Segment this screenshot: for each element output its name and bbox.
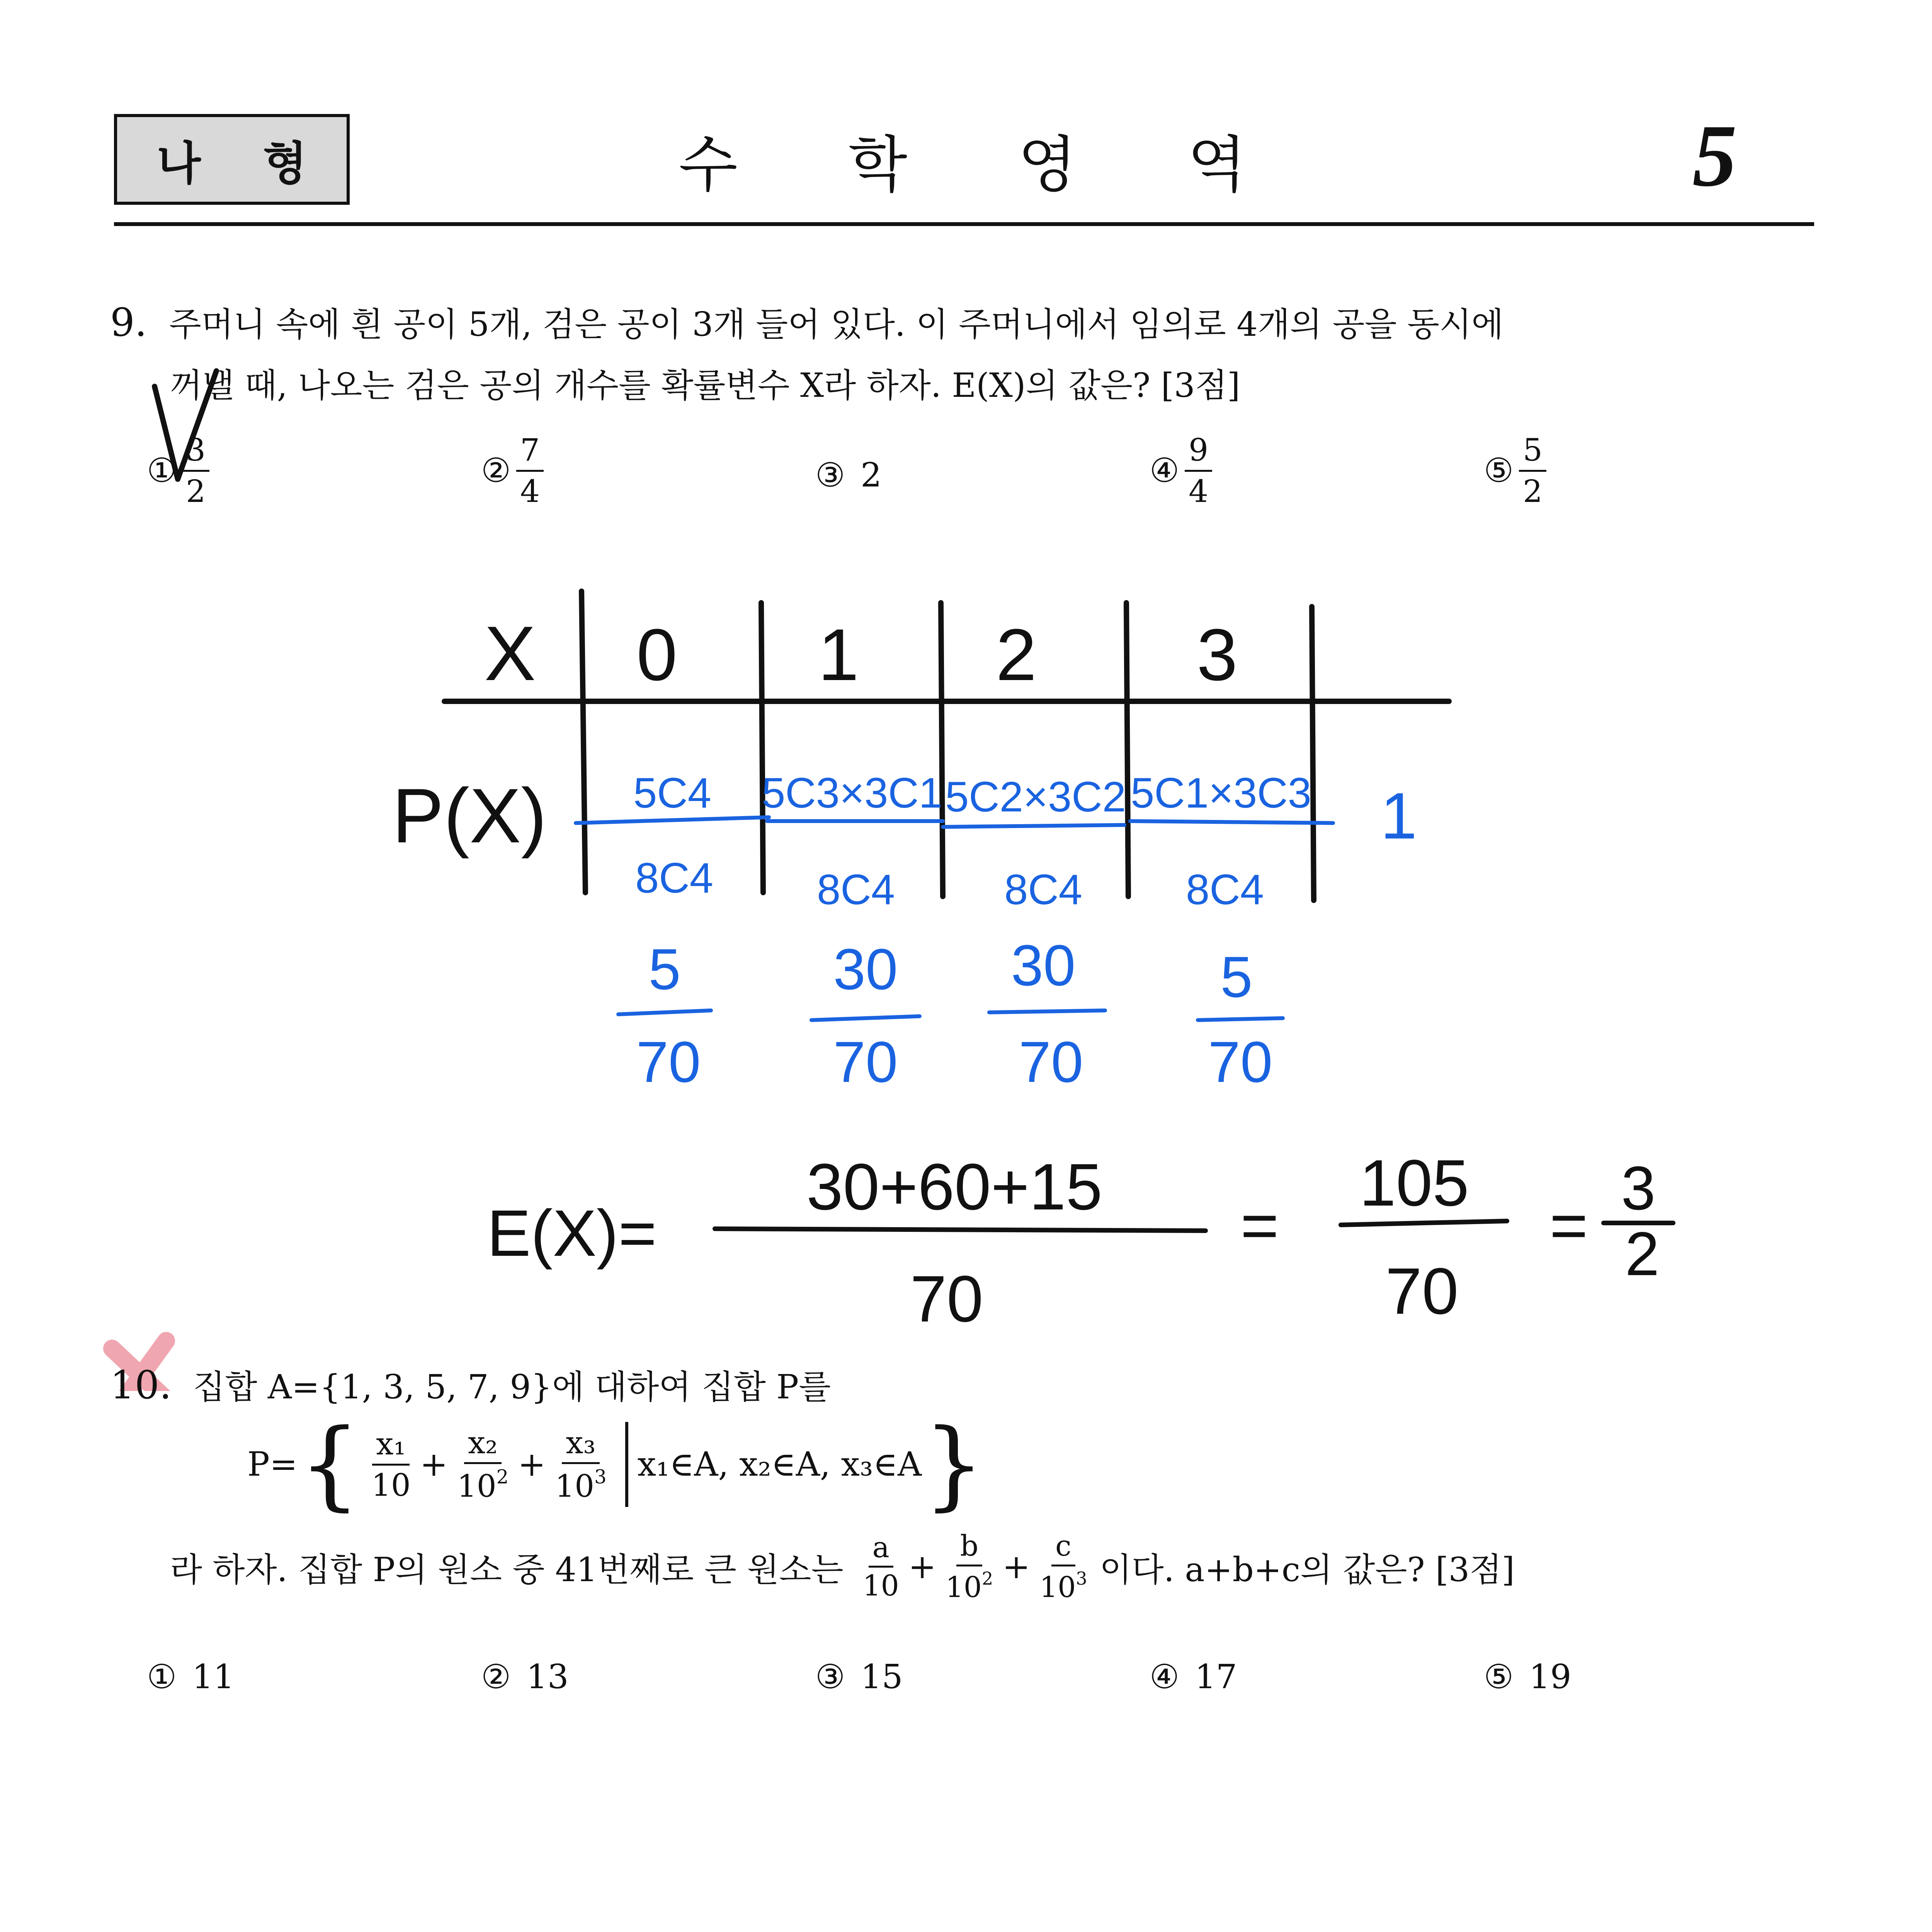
reduced-denominator: 70 <box>1208 1029 1273 1094</box>
subject-title: 수 학 영 역 <box>679 129 1292 201</box>
fraction-denominator: 4 <box>520 473 540 509</box>
set-condition: x₁∈A, x₂∈A, x₃∈A <box>637 1445 922 1484</box>
answer-term-a <box>859 1532 903 1602</box>
q10-text-line3-post: 이다. a+b+c의 값은? [3점] <box>1099 1550 1515 1589</box>
reduced-numerator: 30 <box>1011 933 1076 998</box>
fraction-numerator: 9 <box>1185 433 1212 472</box>
table-vline <box>941 603 943 896</box>
table-vline <box>1312 607 1314 900</box>
option-value: 2 <box>861 456 882 495</box>
expectation-num3: 3 <box>1621 1153 1656 1223</box>
q10-option-4[interactable] <box>1150 1658 1237 1696</box>
term-exponent: 2 <box>496 1466 509 1488</box>
reduced-numerator: 5 <box>1220 944 1253 1009</box>
plus-sign: + <box>1002 1547 1031 1586</box>
expectation-num1: 30+60+15 <box>806 1150 1102 1224</box>
q10-set-definition <box>247 1408 985 1520</box>
answer-term-c <box>1036 1530 1091 1604</box>
fraction-denominator: 4 <box>1189 473 1209 509</box>
term-numerator: x₂ <box>464 1425 502 1464</box>
table-vline <box>582 591 585 893</box>
option-mark: ① <box>147 451 177 490</box>
check-mark-icon <box>155 371 216 479</box>
right-brace-icon: } <box>923 1408 985 1520</box>
term-exponent: 2 <box>981 1568 993 1589</box>
term-exponent: 3 <box>1076 1568 1087 1589</box>
fraction-numerator: 7 <box>516 433 544 472</box>
term-numerator: a <box>869 1532 893 1568</box>
fraction-denominator: 2 <box>1523 473 1543 509</box>
q10-text-line1: 집합 A={1, 3, 5, 7, 9}에 대하여 집합 P를 <box>193 1368 831 1406</box>
table-x-value: 3 <box>1197 614 1238 696</box>
p-denominator: 8C4 <box>1186 866 1264 913</box>
table-x-value: 1 <box>818 614 859 696</box>
p-numerator: 5C3×3C1 <box>762 769 942 817</box>
option-mark: ① <box>147 1658 177 1696</box>
p-numerator: 5C2×3C2 <box>945 773 1126 821</box>
plus-sign: + <box>908 1547 936 1586</box>
p-numerator: 5C1×3C3 <box>1131 769 1311 817</box>
term-denominator: $10^3$ <box>555 1466 607 1504</box>
q10-option-1[interactable] <box>147 1658 235 1696</box>
table-x-value: 2 <box>996 614 1037 696</box>
expectation-eq2: = <box>1549 1189 1588 1262</box>
expectation-den1: 70 <box>910 1262 983 1336</box>
set-divider <box>625 1422 628 1507</box>
term-numerator: x₃ <box>562 1425 599 1464</box>
fraction-denominator: 2 <box>186 473 206 509</box>
q10-line1 <box>110 1362 831 1408</box>
term-denominator: $10^3$ <box>1039 1568 1087 1604</box>
table-x-value: 0 <box>636 614 677 696</box>
p-denominator: 8C4 <box>817 866 895 913</box>
option-mark: ④ <box>1150 1658 1180 1696</box>
term-exponent: 3 <box>594 1466 607 1488</box>
reduced-denominator: 70 <box>636 1029 701 1094</box>
p-denominator: 8C4 <box>1004 866 1082 913</box>
expectation-lhs: E(X)= <box>487 1197 657 1270</box>
plus-sign: + <box>518 1445 546 1484</box>
p-numerator: 5C4 <box>633 769 711 817</box>
reduced-denominator: 70 <box>1019 1029 1083 1094</box>
reduced-denominator: 70 <box>833 1029 898 1094</box>
reduced-numerator: 30 <box>833 937 898 1002</box>
option-mark: ② <box>481 451 511 490</box>
reduced-fraction-bars <box>618 1010 1283 1020</box>
option-mark: ② <box>481 1658 511 1696</box>
option-value: 11 <box>192 1658 235 1696</box>
q10-option-2[interactable] <box>481 1658 569 1696</box>
option-mark: ⑤ <box>1484 451 1514 490</box>
set-lhs: P= <box>247 1445 298 1484</box>
option-value: 15 <box>861 1658 903 1696</box>
q10-option-5[interactable] <box>1484 1658 1571 1696</box>
plus-sign: + <box>420 1445 448 1484</box>
set-term <box>453 1425 512 1504</box>
option-value: 19 <box>1529 1658 1571 1696</box>
answer-term-b <box>942 1530 997 1604</box>
p-denominator: 8C4 <box>635 854 713 902</box>
q9-text-line2: 꺼낼 때, 나오는 검은 공의 개수를 확률변수 X라 하자. E(X)의 값은? [3점] <box>170 366 1240 405</box>
q9-text-line1: 주머니 속에 흰 공이 5개, 검은 공이 3개 들어 있다. 이 주머니에서 임의로 4개의 공을 동시에 <box>169 305 1504 344</box>
left-brace-icon: { <box>299 1408 361 1520</box>
option-value: 17 <box>1195 1658 1237 1696</box>
option-mark: ③ <box>815 456 845 495</box>
expectation-den3: 2 <box>1625 1219 1660 1288</box>
option-mark: ④ <box>1150 451 1180 490</box>
q10-line3 <box>170 1530 1515 1604</box>
option-value: 13 <box>526 1658 569 1696</box>
table-vline <box>1126 603 1128 896</box>
term-numerator: b <box>956 1530 982 1566</box>
expectation-num2: 105 <box>1359 1146 1469 1220</box>
q10-option-3[interactable] <box>815 1658 903 1696</box>
table-p-label: P(X) <box>392 773 547 859</box>
reduced-numerator: 5 <box>648 937 681 1002</box>
table-vline <box>761 603 763 893</box>
term-denominator: $10^2$ <box>457 1466 509 1504</box>
set-term <box>551 1425 610 1504</box>
table-x-label: X <box>484 611 536 697</box>
expectation-den2: 70 <box>1385 1255 1459 1328</box>
option-mark: ③ <box>815 1658 845 1696</box>
term-numerator: c <box>1051 1530 1075 1566</box>
term-denominator: $10^2$ <box>945 1568 993 1604</box>
q9-number: 9. <box>110 300 147 345</box>
p-total: 1 <box>1380 779 1417 853</box>
table-grid <box>444 591 1449 900</box>
term-numerator: x₁ <box>372 1427 410 1466</box>
q10-text-line3-pre: 라 하자. 집합 P의 원소 중 41번째로 큰 원소는 <box>170 1550 844 1589</box>
exam-type-label: 나 형 <box>156 136 330 190</box>
fraction-numerator: 3 <box>182 433 209 472</box>
expectation-eq: = <box>1240 1189 1279 1262</box>
term-denominator: 10 <box>371 1467 411 1503</box>
option-mark: ⑤ <box>1484 1658 1514 1696</box>
page-number: 5 <box>1692 106 1737 205</box>
set-term <box>367 1427 415 1502</box>
fraction-numerator: 5 <box>1519 433 1546 472</box>
term-denominator: 10 <box>862 1569 899 1603</box>
q10-number: 10. <box>110 1362 172 1408</box>
